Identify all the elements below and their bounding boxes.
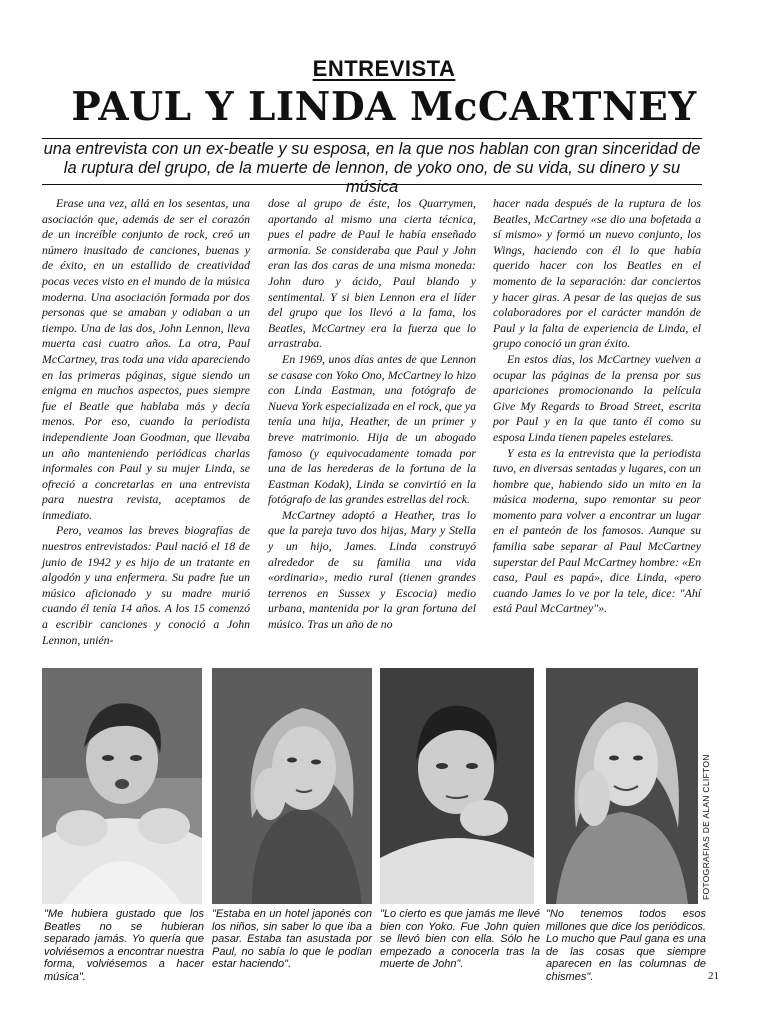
paragraph: Y esta es la entrevista que la periodista tuvo, en diversas sentadas y lugares, con un hombre que, habiendo sido un mito en la música moderna, supo remontar su peor momento para volver a encontrar un lugar en el panteón de los famosos. Aunque su familia sabe separar al Paul McCartney superstar del Paul McCartney hombre: «En casa, Paul es papá», dice Linda, «pero cuando James lo ve por la tele, dice: "Ahí está Paul McCartney"».: [493, 445, 701, 616]
paragraph: hacer nada después de la ruptura de los Beatles, McCartney «se dio una bofetada a sí mismo» y formó un nuevo conjunto, los Wings, haciendo con él lo que había querido hacer con los Beatles en el momento de la separación: dar conciertos y hacer giras. A pesar de las quejas de sus colaboradores por el carácter mandón de Paul y la falta de experiencia de Linda, el grupo conoció un gran éxito.: [493, 196, 701, 351]
deck: una entrevista con un ex-beatle y su esposa, en la que nos hablan con gran sinceridad de la ruptura del grupo, de la muerte de lennon, de yoko ono, de su vida, su dinero y su música: [43, 140, 701, 196]
article-column-2: [268, 196, 476, 633]
photo-paul-1: [42, 668, 202, 904]
photo-credit: FOTOGRAFIAS DE ALAN CLIFTON: [701, 754, 711, 900]
bottom-rule: [42, 184, 702, 185]
paul-portrait-image: [380, 668, 534, 904]
caption-3: "Lo cierto es que jamás me llevé bien con Yoko. Fue John quien se llevó bien con ella. Sólo he empezado a conocerla tras la muerte de John".: [380, 908, 540, 971]
caption-1: "Me hubiera gustado que los Beatles no se hubieran separado jamás. Yo quería que volviésemos a encontrar nuestra forma, volviésemos a hacer música".: [44, 908, 204, 983]
top-rule: [42, 138, 702, 139]
article-column-3: [493, 196, 701, 617]
photo-linda-2: [546, 668, 698, 904]
article-column-1: [42, 196, 250, 648]
paragraph: Pero, veamos las breves biografías de nuestros entrevistados: Paul nació el 18 de junio de 1942 y es hijo de un tratante en algodón y una enfermera. Su padre fue un músico aficionado y su madre murió cuando él tenía 14 años. A los 15 comenzó a escribir canciones y conoció a John Lennon, unién-: [42, 523, 250, 647]
caption-4: "No tenemos todos esos millones que dice los periódicos. Lo mucho que Paul gana es una de las cosas que siempre aparecen en las columnas de chismes".: [546, 908, 706, 983]
section-kicker: ENTREVISTA: [312, 56, 456, 81]
linda-portrait-image: [212, 668, 372, 904]
paragraph: En 1969, unos días antes de que Lennon se casase con Yoko Ono, McCartney lo hizo con Linda Eastman, una fotógrafo de Nueva York especializada en el rock, que ya tenía una hija, Heather, de un primer y breve matrimonio. Hija de un abogado famoso (y equivocadamente tomada por una de las herederas de la fortuna de la Eastman Kodak), Linda se convirtió en la fotógrafo de las grandes estrellas del rock.: [268, 351, 476, 507]
page-number: 21: [708, 970, 719, 982]
paragraph: McCartney adoptó a Heather, tras lo que la pareja tuvo dos hijas, Mary y Stella y un hijo, James. Linda construyó alrededor de su familia una vida «ordinaria», medio rural (tienen grandes terrenos en Sussex y Escocia) medio urbana, mantenida por la gran fortuna del músico. Tras un año de no: [268, 507, 476, 632]
photo-linda-1: [212, 668, 372, 904]
paragraph: En estos días, los McCartney vuelven a ocupar las páginas de la prensa por sus apariciones promocionando la película Give My Regards to Broad Street, escrita por Paul y en la que tanto él como su esposa Linda tienen papeles estelares.: [493, 351, 701, 444]
paragraph: dose al grupo de éste, los Quarrymen, aportando al mismo una cierta técnica, pues el padre de Paul le había enseñado armonía. Se consideraba que Paul y John eran las dos caras de una misma moneda: John duro y ácido, Paul blando y sentimental. Y si bien Lennon era el líder del grupo que los llevó a la fama, los Beatles, McCartney era la fuerza que lo arrastraba.: [268, 196, 476, 351]
paul-portrait-image: [42, 668, 202, 904]
photo-paul-2: [380, 668, 534, 904]
linda-portrait-image: [546, 668, 698, 904]
paragraph: Erase una vez, allá en los sesentas, una asociación que, además de ser el corazón de un increíble conjunto de rock, creó un número inusitado de canciones, buenas y de éxito, en un estallido de creatividad pocas veces visto en el mundo de la música moderna. Una asociación formada por dos personas que se amaban y odiaban a un tiempo. Una de las dos, John Lennon, lleva muerta casi cuatro años. La otra, Paul McCartney, tras toda una vida apareciendo en las primeras páginas, sigue siendo un enigma en muchos aspectos, pues siempre fue el Beatle que hablaba más y decía menos. Por eso, cuando la periodista independiente Joan Goodman, que llevaba un año manteniendo periódicas charlas informales con Paul y su mujer Linda, se ofreció a concretarlas en una entrevista para nuestra revista, aceptamos de inmediato.: [42, 196, 250, 522]
caption-2: "Estaba en un hotel japonés con los niños, sin saber lo que iba a pasar. Estaba tan asustada por Paul, no sabía lo que le podían estar haciendo".: [212, 908, 372, 971]
headline: PAUL Y LINDA McCARTNEY: [71, 84, 697, 130]
